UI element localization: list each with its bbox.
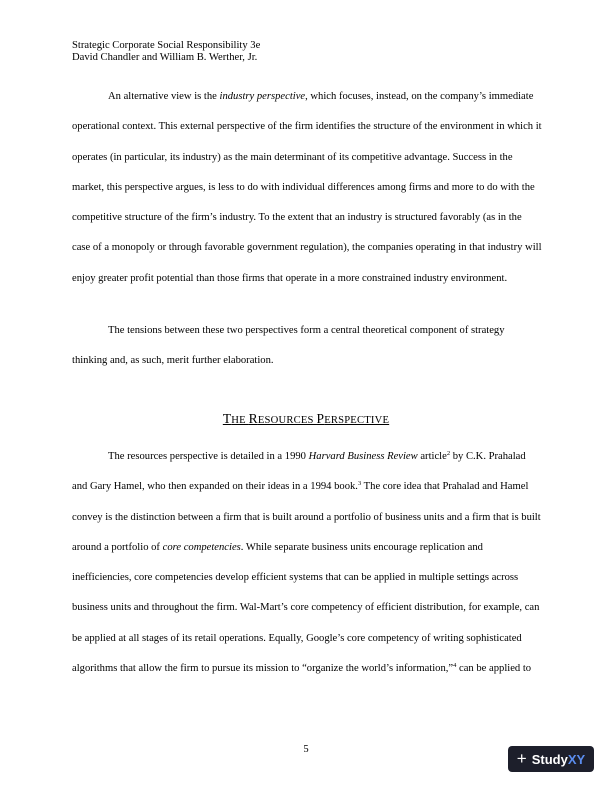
- header-authors: David Chandler and William B. Werther, Jr.: [72, 52, 258, 64]
- para3-text-6: can be applied to: [456, 663, 532, 675]
- footnote-ref-4: 4: [453, 662, 457, 670]
- para3-text-3: by C.K. Prahalad and Gary Hamel, who then expanded on their ideas in a 1994 book.: [72, 451, 526, 493]
- heading-part: HE: [231, 415, 249, 426]
- paragraph-resources-perspective: [72, 442, 542, 684]
- para1-text-2: , which focuses, instead, on the company’s immediate operational context. This external perspective of the firm identifies the structure of the environment in which it operates (in particular, its industry) as the main determinant of its competitive advantage. Success in the market, this perspective argues, is less to do with individual differences among firms and more to do with the competitive structure of the firm’s industry. To the extent that an industry is structured favorably (as in the case of a monopoly or through favorable government regulation), the companies operating in that industry will enjoy greater profit potential than those firms that operate in a more constrained industry environment.: [72, 91, 542, 284]
- para3-emphasis-hbr: Harvard Business Review: [308, 451, 418, 462]
- para3-text-2: article: [417, 451, 447, 462]
- section-heading: [0, 411, 612, 427]
- footnote-ref-2: 2: [446, 450, 451, 457]
- para3-text-5: . While separate business units encourage replication and inefficiencies, core competencies develop efficient systems that can be applied in multiple settings across business units and throughout the firm. Wal-Mart’s core competency of efficient distribution, for example, can be applied at all stages of its retail operations. Equally, Google’s core competency of writing sophisticated algorithms that allow the firm to pursue its mission to “organize the world’s information,”: [72, 541, 540, 675]
- badge-brand: [532, 752, 585, 767]
- header-title: Strategic Corporate Social Responsibility 3e: [72, 40, 261, 51]
- para3-text-4: The core idea that Prahalad and Hamel convey is the distinction between a firm that is built around a portfolio of business units and a firm that is built around a portfolio of: [72, 481, 541, 553]
- heading-part: T: [222, 411, 232, 426]
- page-number: 5: [303, 744, 309, 755]
- heading-part: ESOURCES: [257, 415, 317, 426]
- para3-text-1: The resources perspective is detailed in a 1990: [108, 451, 309, 462]
- para1-emphasis: industry perspective: [219, 91, 306, 102]
- para3-emphasis-core: core competencies: [162, 541, 241, 553]
- badge-study-text: Study: [531, 751, 568, 767]
- para1-text-1: An alternative view is the: [108, 91, 220, 102]
- plus-icon: +: [516, 748, 527, 768]
- heading-part: ERSPECTIVE: [324, 415, 390, 426]
- paragraph-tensions: The tensions between these two perspectives form a central theoretical component of strategy thinking and, as such, merit further elaboration.: [72, 325, 505, 367]
- paragraph-industry-perspective: [72, 82, 542, 294]
- heading-part: R: [248, 411, 258, 426]
- running-header: [72, 40, 260, 65]
- badge-xy-text: XY: [567, 751, 586, 767]
- footnote-ref-3: 3: [357, 480, 362, 488]
- heading-part: P: [316, 411, 325, 426]
- studyxy-badge[interactable]: [508, 746, 594, 772]
